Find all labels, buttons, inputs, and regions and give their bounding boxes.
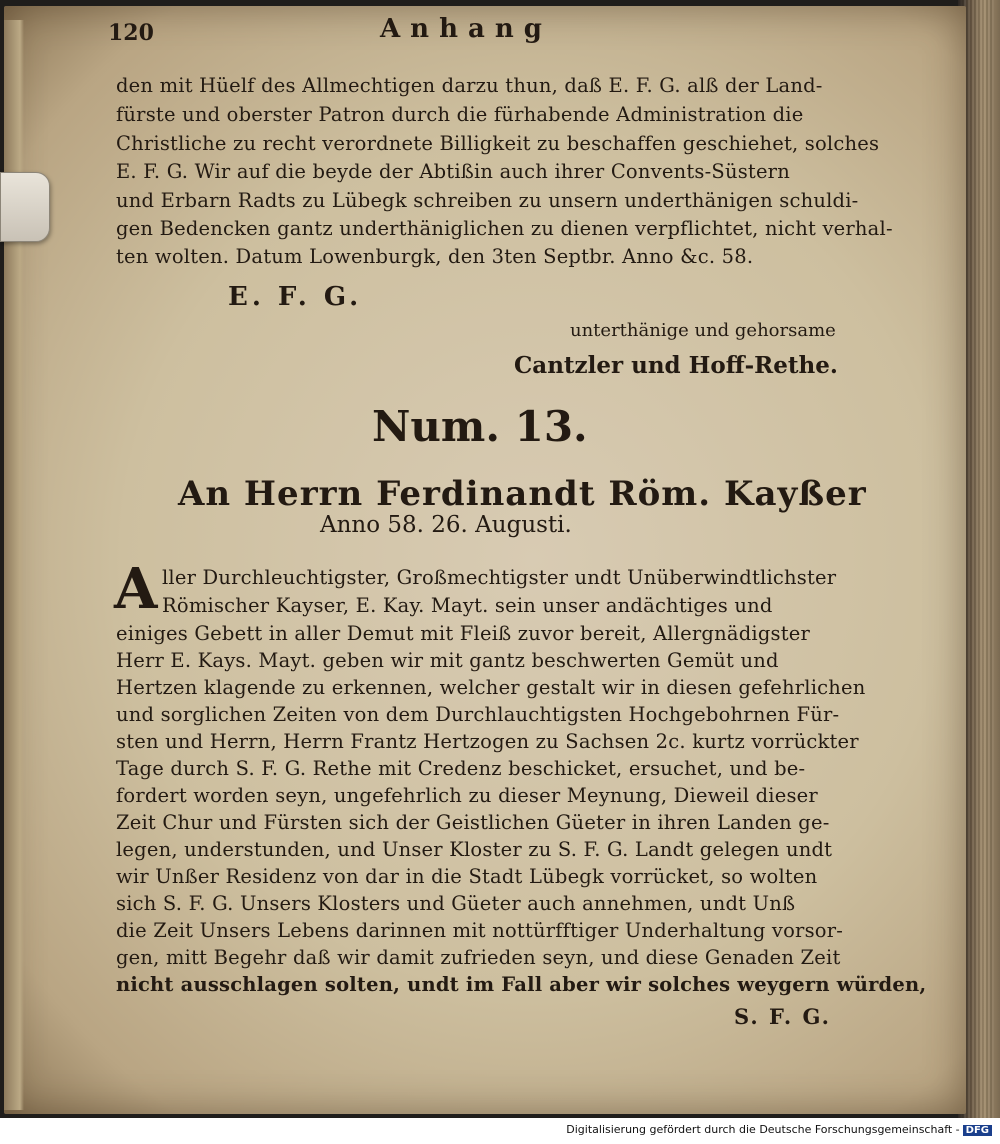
text-line: Christliche zu recht verordnete Billigkeit zu beschaffen geschiehet, solches xyxy=(116,132,880,155)
text-line: gen, mitt Begehr daß wir damit zufrieden seyn, und diese Genaden Zeit xyxy=(116,946,841,969)
text-line: den mit Hüelf des Allmechtigen darzu thun, daß E. F. G. alß der Land- xyxy=(116,74,823,97)
text-line: E. F. G. Wir auf die beyde der Abtißin auch ihrer Convents-Süstern xyxy=(116,160,790,183)
footer-strip xyxy=(0,1118,1000,1144)
dfg-logo: DFG xyxy=(963,1125,992,1136)
text-line: sich S. F. G. Unsers Klosters und Güeter auch annehmen, undt Unß xyxy=(116,892,796,915)
text-line: sten und Herrn, Herrn Frantz Hertzogen zu Sachsen 2c. kurtz vorrückter xyxy=(116,730,859,753)
text-line: fürste und oberster Patron durch die fürhabende Administration die xyxy=(116,103,804,126)
bookmark-clip xyxy=(0,172,50,242)
section-number: Num. 13. xyxy=(372,402,588,451)
closing-initials: E. F. G. xyxy=(228,282,363,312)
closing-signatories: Cantzler und Hoff-Rethe. xyxy=(514,352,838,379)
text-line: ten wolten. Datum Lowenburgk, den 3ten Septbr. Anno &c. 58. xyxy=(116,245,754,268)
text-line: Tage durch S. F. G. Rethe mit Credenz beschicket, ersuchet, und be- xyxy=(116,757,806,780)
text-line: einiges Gebett in aller Demut mit Fleiß zuvor bereit, Allergnädigster xyxy=(116,622,811,645)
funding-credit-text: Digitalisierung gefördert durch die Deutsche Forschungsgemeinschaft - xyxy=(566,1123,960,1136)
text-line: die Zeit Unsers Lebens darinnen mit nottürfftiger Underhaltung vorsor- xyxy=(116,919,844,942)
text-line: gen Bedencken gantz underthäniglichen zu dienen verpflichtet, nicht verhal- xyxy=(116,217,893,240)
drop-initial: A xyxy=(114,556,158,622)
catchword: S. F. G. xyxy=(734,1004,831,1029)
text-line: legen, understunden, und Unser Kloster zu S. F. G. Landt gelegen undt xyxy=(116,838,833,861)
running-head: Anhang xyxy=(380,14,552,44)
page-number: 120 xyxy=(108,20,154,46)
section-addressee: An Herrn Ferdinandt Röm. Kayßer xyxy=(178,474,867,514)
funding-credit xyxy=(566,1123,992,1136)
text-line: Zeit Chur und Fürsten sich der Geistlichen Güeter in ihren Landen ge- xyxy=(116,811,830,834)
text-line: nicht ausschlagen solten, undt im Fall aber wir solches weygern würden, xyxy=(116,973,927,996)
text-line: fordert worden seyn, ungefehrlich zu dieser Meynung, Dieweil dieser xyxy=(116,784,818,807)
section-date: Anno 58. 26. Augusti. xyxy=(320,512,572,538)
text-line: wir Unßer Residenz von dar in die Stadt Lübegk vorrücket, so wolten xyxy=(116,865,818,888)
text-line: und Erbarn Radts zu Lübegk schreiben zu unsern underthänigen schuldi- xyxy=(116,189,859,212)
text-line: Römischer Kayser, E. Kay. Mayt. sein unser andächtiges und xyxy=(162,594,773,617)
text-line: und sorglichen Zeiten von dem Durchlauchtigsten Hochgebohrnen Für- xyxy=(116,703,840,726)
text-line: ller Durchleuchtigster, Großmechtigster undt Unüberwindtlichster xyxy=(162,566,837,589)
closing-phrase: unterthänige und gehorsame xyxy=(570,320,836,341)
text-line: Hertzen klagende zu erkennen, welcher gestalt wir in diesen gefehrlichen xyxy=(116,676,866,699)
text-line: Herr E. Kays. Mayt. geben wir mit gantz beschwerten Gemüt und xyxy=(116,649,779,672)
